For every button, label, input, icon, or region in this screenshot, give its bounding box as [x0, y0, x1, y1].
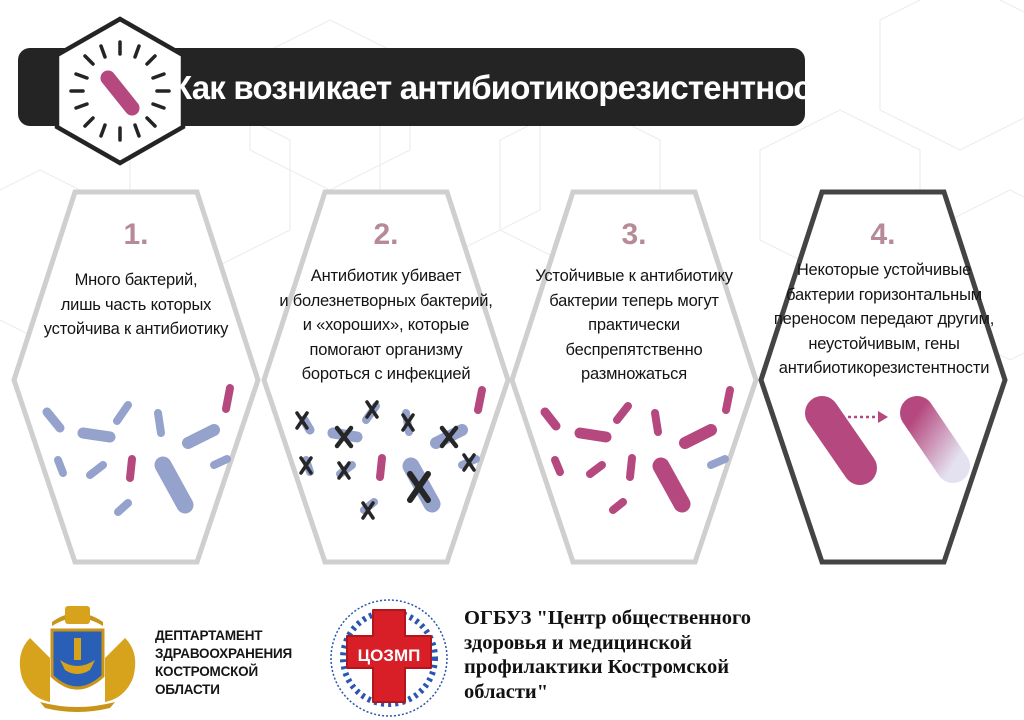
red-cross-logo-icon — [327, 596, 451, 720]
step-1-number: 1. — [123, 218, 149, 251]
step-4-number: 4. — [870, 218, 896, 251]
step-2-number: 2. — [373, 218, 399, 251]
step-2-text: Антибиотик убивает и болезнетворных бактерий, и «хороших», которые помогают организму бороться с инфекцией — [279, 267, 493, 383]
step-1-text: Много бактерий, лишь часть которых устойчива к антибиотику — [43, 271, 229, 338]
department-name: ДЕПТАРТАМЕНТ ЗДРАВООХРАНЕНИЯ КОСТРОМСКОЙ ОБЛАСТИ — [155, 628, 293, 697]
step-3-text: Устойчивые к антибиотику бактерии теперь могут практически беспрепятственно размножаться — [535, 267, 733, 383]
organization-name: ОГБУЗ "Центр общественного здоровья и медицинской профилактики Костромской области" — [464, 607, 752, 703]
coat-of-arms-icon — [10, 598, 145, 713]
logo-abbreviation: ЦОЗМП — [357, 646, 421, 665]
step-4-text: Некоторые устойчивые бактерии горизонтальным переносом передают другим, неустойчивым, гены антибиотикорезистентности — [773, 261, 995, 377]
page-title: Как возникает антибиотикорезистентность — [172, 69, 846, 106]
step-3-number: 3. — [621, 218, 647, 251]
